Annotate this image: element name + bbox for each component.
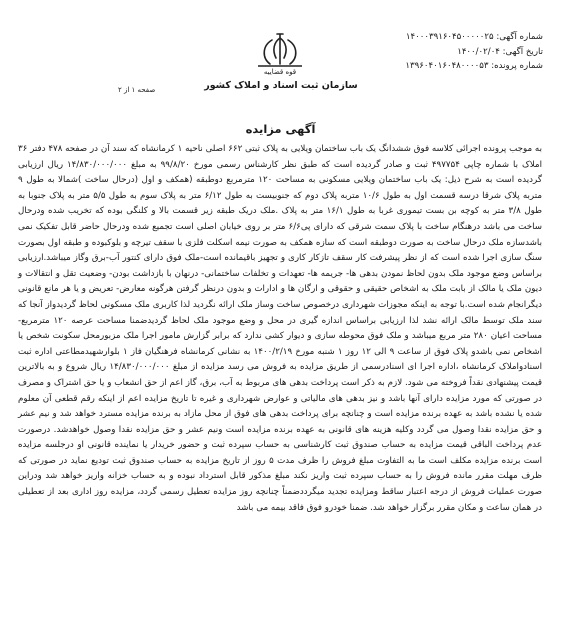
meta-row-case-number xyxy=(293,59,543,74)
page-number: صفحه ۱ از ۲ xyxy=(118,86,156,94)
meta-label: شماره آگهی: xyxy=(496,32,543,42)
meta-row-notice-date xyxy=(293,45,543,60)
meta-value: ۱۳۹۶۰۴۰۱۶۰۴۸۰۰۰۰۵۳ xyxy=(405,61,489,71)
meta-label: تاریخ آگهی: xyxy=(502,46,543,57)
notice-meta xyxy=(293,30,543,74)
org-name: سازمان ثبت اسناد و املاک کشور xyxy=(204,80,358,91)
meta-value: ۱۴۰۰۰۳۹۱۶۰۴۵۰۰۰۰۰۲۵ xyxy=(405,32,494,42)
notice-body: به موجب پرونده اجرائی کلاسه فوق ششدانگ یک باب ساختمان ویلایی به پلاک ثبتی ۶۶۲ اصلی ناحیه ۱ کرمانشاه که سند آن در صفحه ۴۷۸ دفتر ۳۶ املاک با شماره چاپی ۴۹۷۷۵۴ ثبت و صادر گردیده است که طبق نظر کارشناس رسمی مورخ ۹۹/۸/۲۰ به مبلغ ۱۴/۸۳۰/۰۰۰/۰۰۰ ریال ارزیابی گردیده است به شرح ذیل: یک باب ساختمان ویلایی مسکونی به مساحت ۱۲۰ مترمربع دوطبقه (همکف و اول (درحال ساخت )شمالا به طول ۹ متربه پلاک شرقا درسه قسمت اول به طول ۱۰/۶ متربه پلاک دوم که جنوبیست به طول ۶/۱۲ متر به پلاک سوم به طول ۵/۵ متر به پلاک جنوبا به طول ۳/۸ متر به کوچه بن بست تیموری غربا به طول ۱۶/۱ متر به پلاک .ملک دریک طبقه زیر قسمت بالا و کلنگی بوده که تخریب شده ودرحال ساخت می باشد درهنگام ساخت با پلاک سمت شرقی که دارای پی۶/۶ متر بر روی خیابان اصلی است تجمیع شده ودرحال حاضر قابل تفکیک نمی باشدسازه ملک درحال ساخت به صورت دوطبقه است که سازه همکف به صورت نیمه اسکلت فلزی با سقف تیرچه و بلوکبوده و طبقه اول بصورت سنگ سازی اجرا شده است که از نظر پیشرفت کار سقف تازکار کاری و تجهیز باقیمانده است-ملک فوق دارای کنتور آب-برق وگاز میباشد.ارزیابی براساس وضع موجود ملک بدون لحاظ نمودن بدهی ها- جریمه ها- تعهدات و تخلفات ساختمانی- درنهان با بازداشت بودن- وضعیت تقل و انتقالات و دیون ملک یا مالک از بابت ملک به اشخاص حقیقی و حقوقی و ارگان ها و ادارات و بدون درنظر گرفتن هرگونه معارض- تعریض و یا هر مانع قانونی دیگرانجام شده است.با توجه به اینکه مجوزات شهرداری درخصوص ساخت وساز ملک ارائه نگردید لذا کاربری ملک مسکونی لحاظ گردیدواز آنجا که سند ملک توسط مالک ارائه نشد لذا ارزیابی براساس اندازه گیری در محل و وضع موجود ملک لحاظ گردیدضمنا مساحت عرصه ۱۲۰ مترمربع- مساحت اعیان ۲۸۰ متر مربع میباشد و ملک فوق محوطه سازی و دیوار کشی ندارد که برابر گزارش مامور اجرا ملک مزبورمحل سکونت شخص یا اشخاص نمی باشدو پلاک فوق از ساعت ۹ الی ۱۲ روز ۱ شنبه مورخ ۱۴۰۰/۲/۱۹ به نشانی کرمانشاه فرهنگیان فاز ۱ بلوارشهیدمطاعتی اداره ثبت اسنادواملاک کرمانشاه ،اداره اجرا ای اسنادرسمی از طریق مزایده به فروش می رسد مزایده از مبلغ ۱۴/۸۳۰/۰۰۰/۰۰۰ ریال شروع و به بالاترین قیمت پیشنهادی نقداً فروخته می شود. لازم به ذکر است پرداخت بدهی های مربوط به آب، برق، گاز اعم از حق انشعاب و یا حق اشتراک و مصرف در صورتی که مورد مزایده دارای آنها باشد و نیز بدهی های مالیاتی و عوارض شهرداری و غیره تا تاریخ مزایده اعم از اینکه رقم قطعی آن معلوم شده یا نشده باشد به عهده برنده مزایده است و چنانچه برای پرداخت بدهی های فوق از محل مازاد به برنده مزایده مسترد خواهد شد و نیم عشر و حق مزایده نقدا وصول می گردد وکلیه هزینه های قانونی به عهده برنده مزایده است ونیم عشر و حق مزایده نقدا وصول خواهدشد. درصورت عدم پرداخت الباقی قیمت مزایده به حساب صندوق ثبت کارشناسی به حساب سپرده ثبت و حضور خریدار یا نماینده قانونی او درجلسه مزایده است برنده مزایده مکلف است ما به التفاوت مبلغ فروش را ظرف مدت ۵ روز از تاریخ مزایده به حساب صندوق ثبت تودیع نماید در صورتی که ظرف مهلت مقرر مانده فروش را به حساب سپرده ثبت واریز نکند مبلغ مذکور قابل استرداد نبوده و به حساب خزانه واریز خواهد شد ودراین صورت عملیات فروش از درجه اعتبار ساقط ومزایده تجدید میگرددضمناً چنانچه روز مزایده تعطیل رسمی گردد، مزایده روز اداری بعد از تعطیلی در همان ساعت و مکان مقرر برگزار خواهد شد. ضمنا خودرو فوق فاقد بیمه می باشد xyxy=(18,144,543,513)
iran-emblem-icon xyxy=(250,30,310,70)
org-subtitle: قوه قضاییه xyxy=(263,68,297,76)
meta-value: ۱۴۰۰/۰۲/۰۴ xyxy=(457,46,500,57)
meta-label: شماره پرونده: xyxy=(491,61,543,71)
page-title: آگهی مزایده xyxy=(245,122,316,136)
meta-row-notice-number xyxy=(293,30,543,45)
